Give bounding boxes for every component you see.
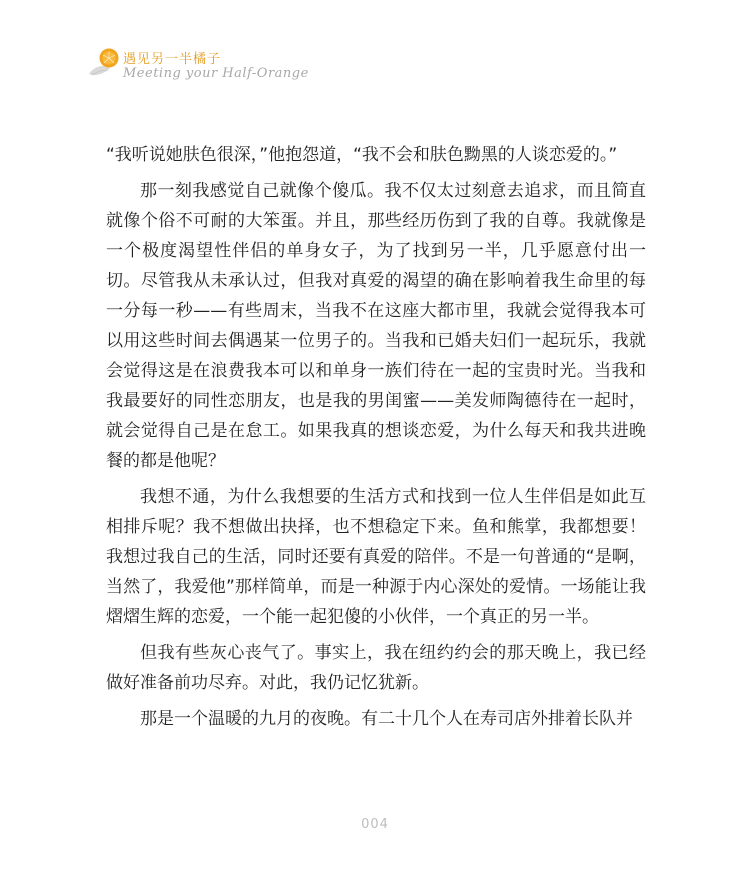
- brand-name-cn: 遇见另一半橘子: [123, 52, 222, 67]
- paragraph: 那是一个温暖的九月的夜晚。有二十几个人在寿司店外排着长队并: [140, 709, 633, 729]
- brand-name-en: Meeting your Half-Orange: [123, 66, 309, 81]
- body-text: [106, 140, 646, 740]
- page-number: 004: [361, 817, 389, 832]
- half-orange-icon: [86, 44, 126, 84]
- brand-logo: [86, 42, 316, 92]
- paragraph: 我想不通，为什么我想要的生活方式和找到一位人生伴侣是如此互相排斥呢？我不想做出抉择，也不想稳定下来。鱼和熊掌，我都想要！我想过我自己的生活，同时还要有真爱的陪伴。不是一句普通的“是啊，当然了，我爱他”那样简单，而是一种源于内心深处的爱情。一场能让我熠熠生辉的恋爱，一个能一起犯傻的小伙伴，一个真正的另一半。: [106, 487, 646, 627]
- paragraph: “我听说她肤色很深，”他抱怨道，“我不会和肤色黝黑的人谈恋爱的。”: [106, 145, 618, 165]
- paragraph: 但我有些灰心丧气了。事实上，我在纽约约会的那天晚上，我已经做好准备前功尽弃。对此，我仍记忆犹新。: [106, 643, 646, 693]
- paragraph: 那一刻我感觉自己就像个傻瓜。我不仅太过刻意去追求，而且简直就像个俗不可耐的大笨蛋。并且，那些经历伤到了我的自尊。我就像是一个极度渴望性伴侣的单身女子，为了找到另一半，几乎愿意付出一切。尽管我从未承认过，但我对真爱的渴望的确在影响着我生命里的每一分每一秒——有些周末，当我不在这座大都市里，我就会觉得我本可以用这些时间去偶遇某一位男子的。当我和已婚夫妇们一起玩乐，我就会觉得这是在浪费我本可以和单身一族们待在一起的宝贵时光。当我和我最要好的同性恋朋友，也是我的男闺蜜——美发师陶德待在一起时，就会觉得自己是在怠工。如果我真的想谈恋爱，为什么每天和我共进晚餐的都是他呢？: [106, 181, 646, 471]
